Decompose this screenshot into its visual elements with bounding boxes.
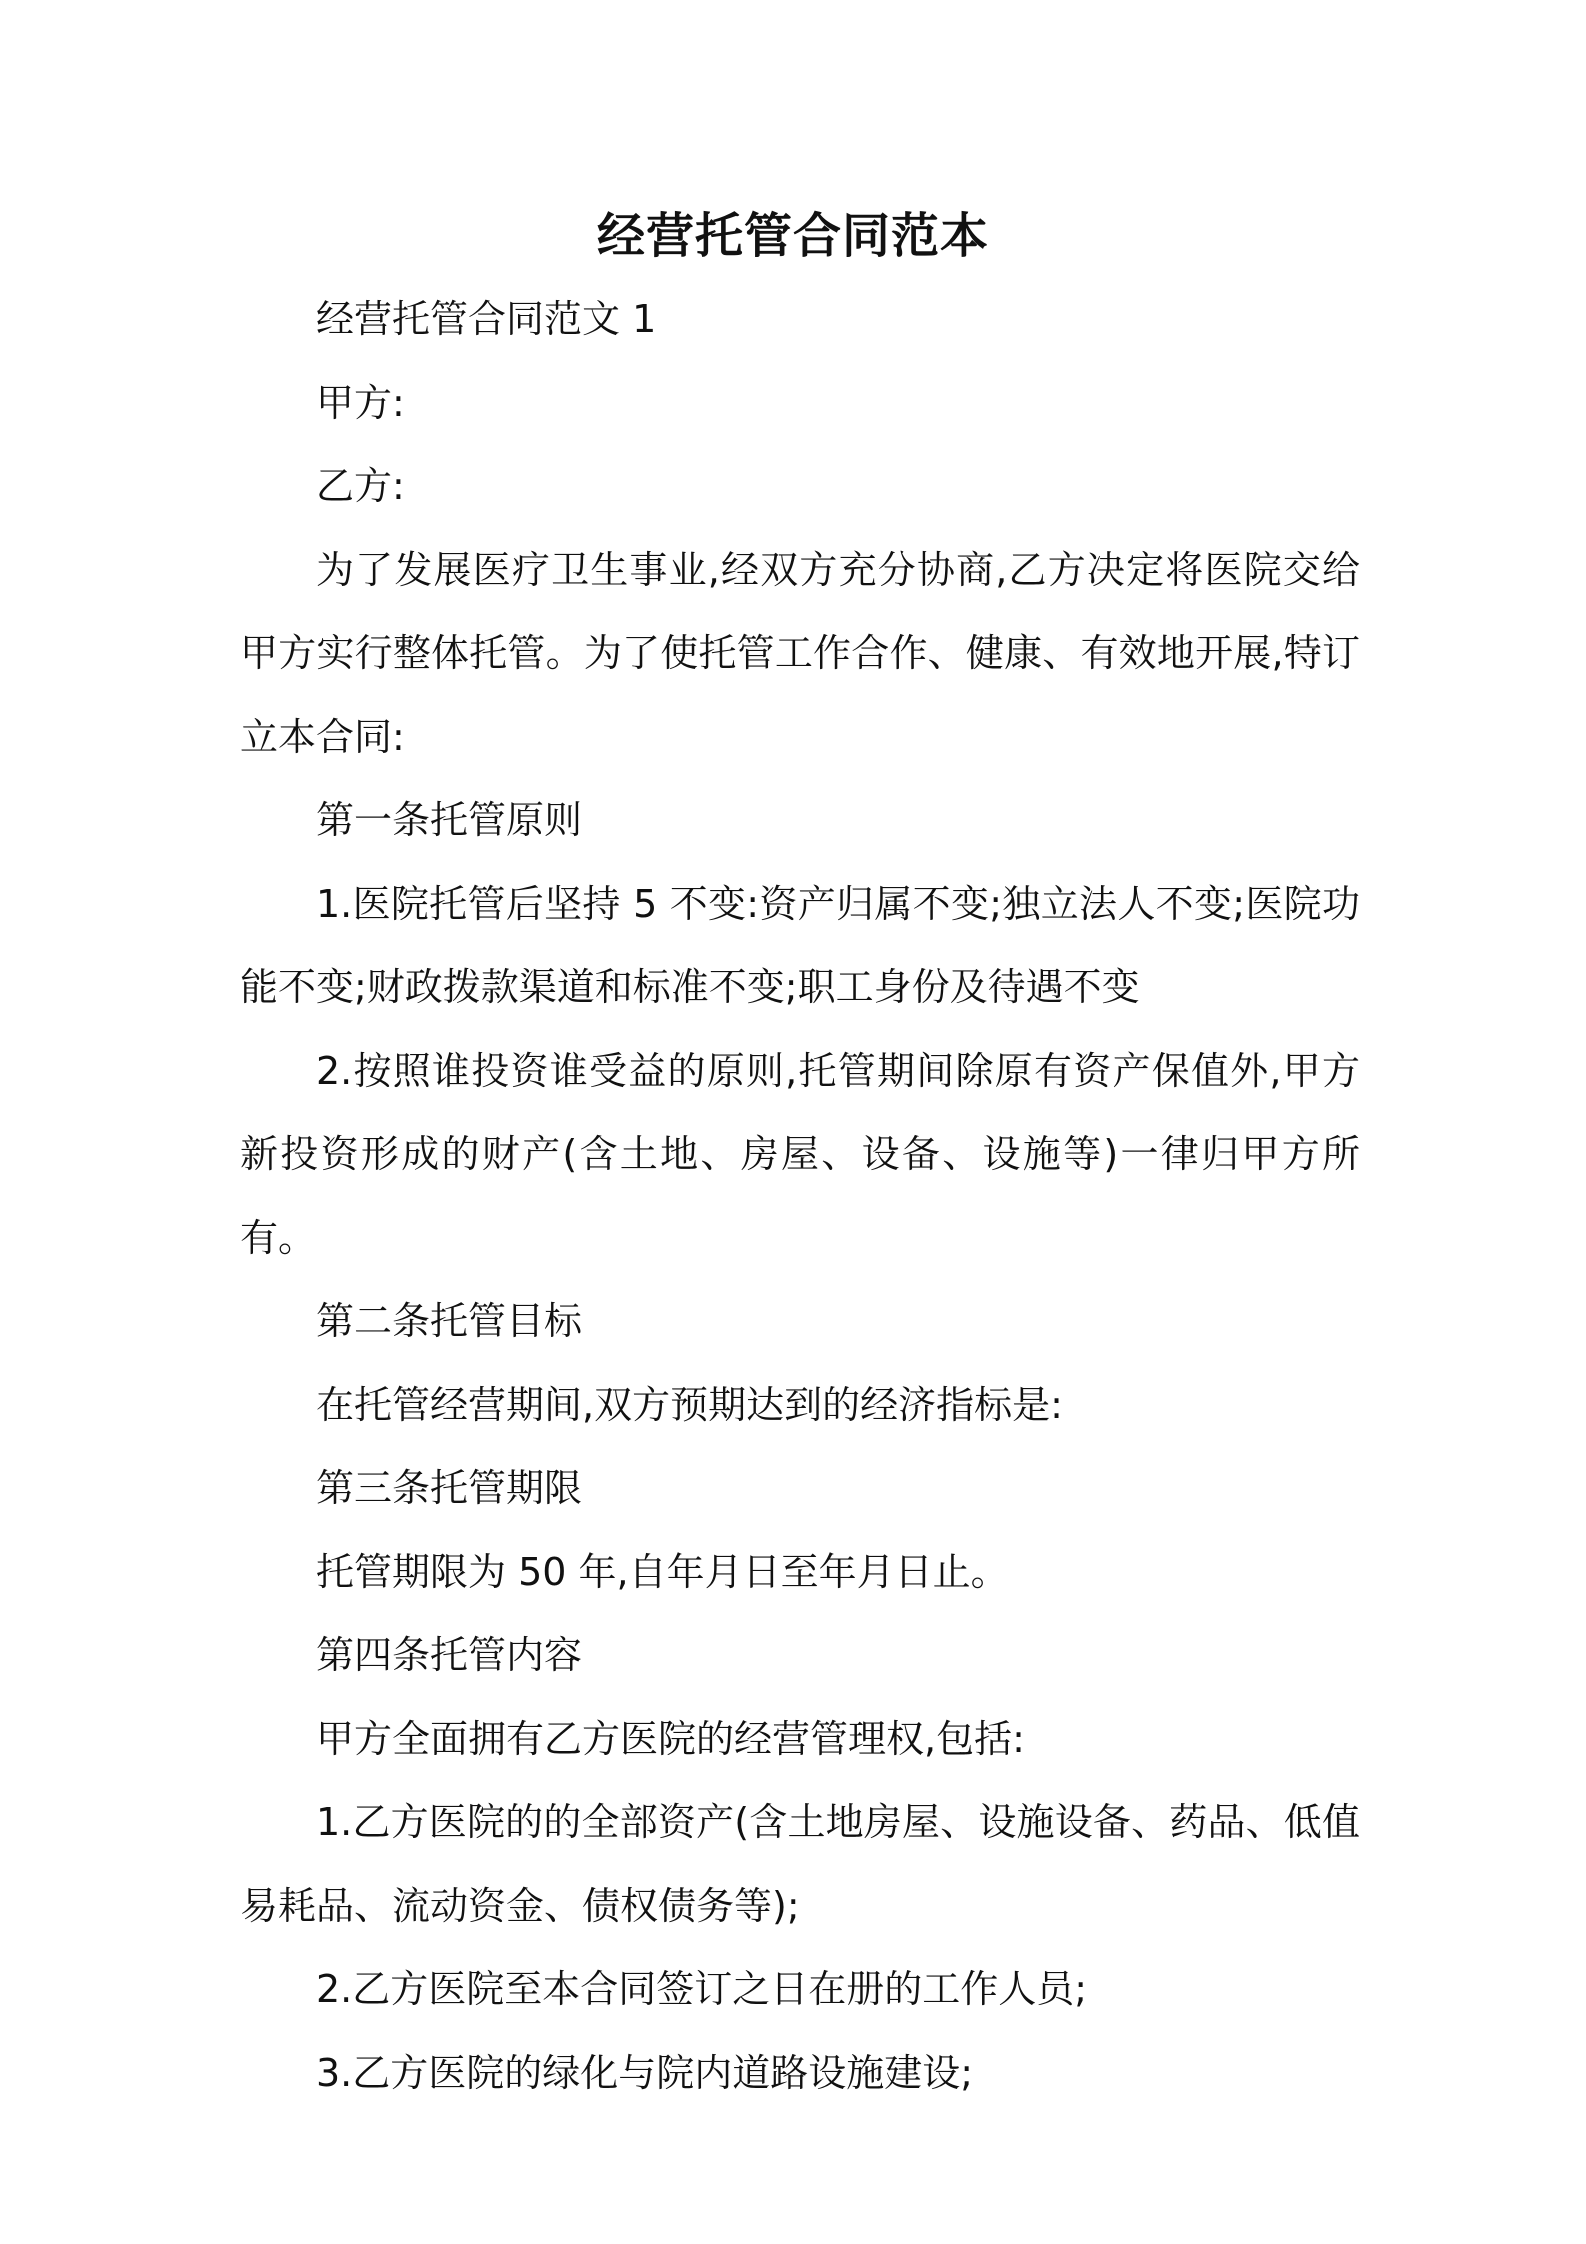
- article-1-heading: 第一条托管原则: [316, 798, 583, 842]
- paragraph-party-b: 乙方:: [316, 464, 405, 508]
- article-4-item-2: 2.乙方医院至本合同签订之日在册的工作人员;: [316, 1967, 1088, 2011]
- article-4-intro: 甲方全面拥有乙方医院的经营管理权,包括:: [316, 1716, 1025, 1761]
- article-2-heading: 第二条托管目标: [316, 1299, 583, 1343]
- document-body: [240, 278, 1360, 2115]
- document-title: 经营托管合同范本: [596, 208, 989, 264]
- article-1-item-1: 1.医院托管后坚持 5 不变:资产归属不变;独立法人不变;医院功能不变;财政拨款渠道和标准不变;职工身份及待遇不变: [240, 881, 1360, 1009]
- article-1-item-2: 2.按照谁投资谁受益的原则,托管期间除原有资产保值外,甲方新投资形成的财产(含土地、房屋、设备、设施等)一律归甲方所有。: [240, 1048, 1360, 1260]
- article-4-heading: 第四条托管内容: [316, 1633, 583, 1677]
- paragraph-preamble: 为了发展医疗卫生事业,经双方充分协商,乙方决定将医院交给甲方实行整体托管。为了使托管工作合作、健康、有效地开展,特订立本合同:: [240, 547, 1360, 759]
- article-3-text: 托管期限为 50 年,自年月日至年月日止。: [316, 1549, 1009, 1594]
- article-3-heading: 第三条托管期限: [316, 1466, 583, 1510]
- article-2-text: 在托管经营期间,双方预期达到的经济指标是:: [316, 1382, 1063, 1427]
- article-4-item-1: 1.乙方医院的的全部资产(含土地房屋、设施设备、药品、低值易耗品、流动资金、债权债务等);: [240, 1800, 1360, 1928]
- article-4-item-3: 3.乙方医院的绿化与院内道路设施建设;: [316, 2050, 974, 2095]
- paragraph-party-a: 甲方:: [316, 380, 405, 425]
- paragraph-subtitle: 经营托管合同范文 1: [316, 297, 657, 341]
